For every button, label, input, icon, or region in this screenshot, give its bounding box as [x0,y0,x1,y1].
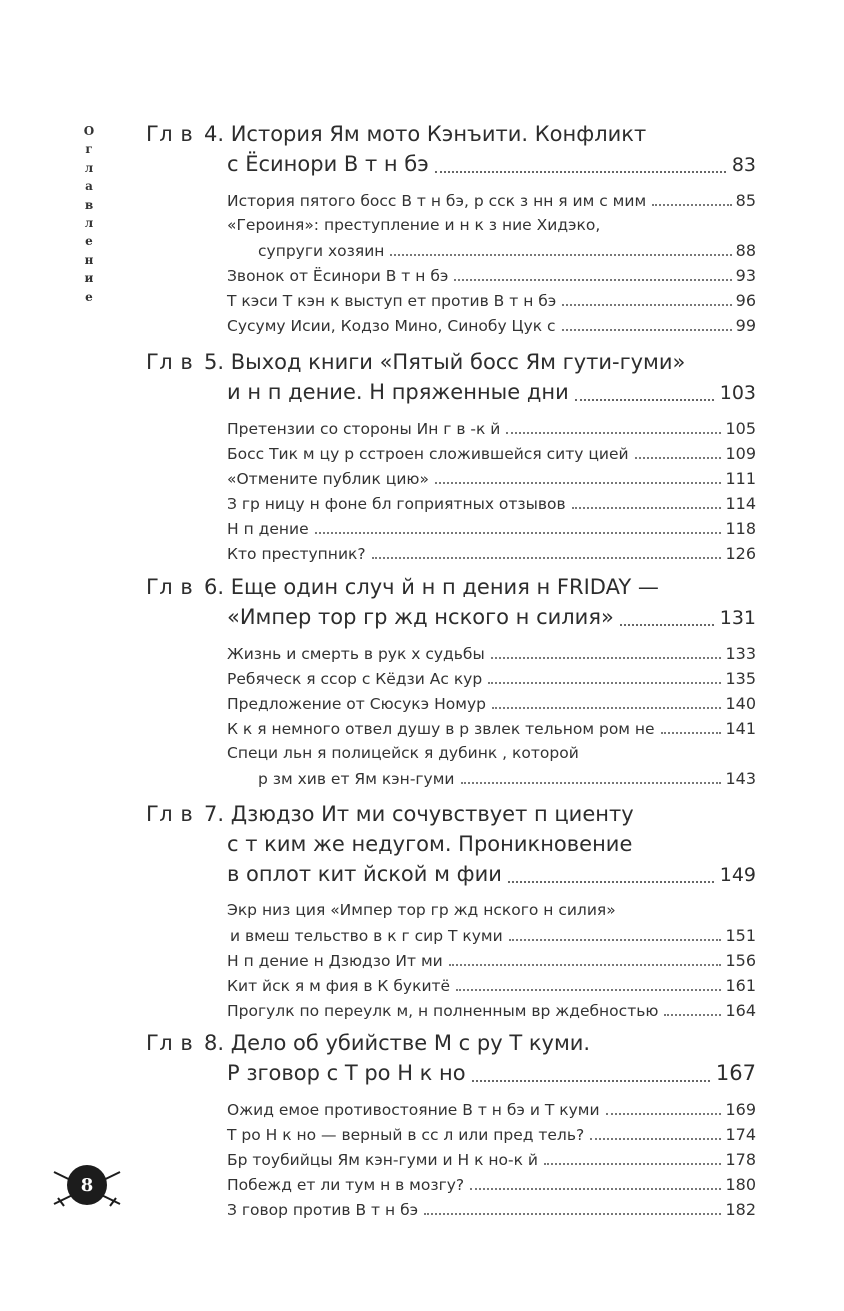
dot-leader [652,204,731,206]
chapter-4 [146,119,756,338]
section-page-number: 105 [725,419,756,438]
section-page-number: 164 [725,1001,756,1020]
section-title: «Героиня»: преступление и н к з ние Хидэко, [227,216,601,234]
chapter-page-number: 131 [719,607,756,629]
chapter-title-line: с Ёсинори В т н бэ [227,152,429,176]
section-page-number: 88 [735,241,756,260]
chapter-heading-line[interactable] [146,347,756,377]
sidebar-letter: в [84,197,94,212]
section-page-number: 169 [725,1100,756,1119]
section-entry[interactable] [146,263,756,288]
chapter-6 [146,572,756,791]
chapter-title-line: в оплот кит йской м фии [227,862,502,886]
section-title: З гр ницу н фоне бл гоприятных отзывов [227,495,566,513]
page-number-badge [67,1165,107,1205]
chapter-title-line: 8. Дело об убийстве М с ру Т куми. [204,1031,591,1055]
section-title: Кит йск я м фия в К букитё [227,977,451,995]
dot-leader [606,1113,722,1115]
section-title: Т ро Н к но — верный в сс л или пред тель? [227,1126,585,1144]
section-entry[interactable] [146,516,756,541]
section-title: р зм хив ет Ям кэн-гуми [258,770,455,788]
section-title: «Отмените публик цию» [227,470,429,488]
sidebar-letter: е [85,289,93,304]
section-entry[interactable] [146,973,756,998]
section-page-number: 96 [735,291,756,310]
section-page-number: 126 [725,544,756,563]
section-page-number: 85 [735,191,756,210]
dot-leader [661,732,722,734]
section-title: Экр низ ция «Импер тор гр жд нского н силия» [227,901,616,919]
dot-leader [575,399,714,401]
sidebar-letter: н [84,252,94,267]
section-entry[interactable] [146,313,756,338]
chapter-heading-line[interactable] [146,859,756,889]
chapter-label: Гл в [146,575,194,599]
section-title: Ожид емое противостояние В т н бэ и Т куми [227,1101,600,1119]
dot-leader [424,1213,721,1215]
sidebar-letter: а [85,179,93,194]
section-entry[interactable] [146,491,756,516]
dot-leader [488,682,721,684]
section-page-number: 114 [725,494,756,513]
section-entry[interactable] [146,716,756,741]
section-entry[interactable] [146,466,756,491]
dot-leader [315,532,722,534]
section-page-number: 99 [735,316,756,335]
chapter-label: Гл в [146,350,194,374]
section-page-number: 93 [735,266,756,285]
sidebar-letter: О [83,124,95,138]
dot-leader [590,1138,721,1140]
section-list [146,898,756,1023]
section-entry[interactable] [146,898,756,923]
section-title: Сусуму Исии, Кодзо Мино, Синобу Цук с [227,317,556,335]
chapter-title-line: с т ким же недугом. Проникновение [227,832,633,856]
sidebar-letter: е [85,234,93,249]
chapter-heading-line[interactable] [146,799,756,829]
sidebar-letter: л [84,160,94,175]
chapter-label: Гл в [146,1031,194,1055]
dot-leader [572,507,722,509]
dot-leader [506,432,721,434]
section-title: Ребяческ я ссор с Кёдзи Ас кур [227,670,483,688]
section-page-number: 143 [725,769,756,788]
dot-leader [456,989,721,991]
chapter-label: Гл в [146,802,194,826]
section-page-number: 109 [725,444,756,463]
section-page-number: 135 [725,669,756,688]
chapter-8 [146,1028,756,1222]
section-entry[interactable] [146,741,756,766]
chapter-heading-line[interactable] [146,829,756,859]
dot-leader [472,1080,710,1082]
section-list [146,1097,756,1222]
chapter-label: Гл в [146,122,194,146]
chapter-heading-line[interactable] [146,119,756,149]
dot-leader [509,939,722,941]
section-entry[interactable] [146,188,756,213]
section-page-number: 141 [725,719,756,738]
section-page-number: 140 [725,694,756,713]
section-page-number: 118 [725,519,756,538]
dot-leader [390,254,731,256]
section-title: З говор против В т н бэ [227,1201,419,1219]
chapter-5 [146,347,756,566]
section-page-number: 151 [725,926,756,945]
dot-leader [454,279,731,281]
section-entry-continuation[interactable] [146,766,756,791]
dot-leader [449,964,722,966]
section-list [146,641,756,791]
section-list [146,416,756,566]
sidebar-letter: л [84,216,94,231]
dot-leader [435,171,726,173]
section-entry[interactable] [146,691,756,716]
section-entry[interactable] [146,666,756,691]
chapter-page-number: 103 [719,382,756,404]
chapter-page-number: 149 [719,864,756,886]
chapter-heading-line[interactable] [146,572,756,602]
section-title: Кто преступник? [227,545,366,563]
page-number: 8 [80,1174,94,1196]
chapter-heading-line[interactable] [146,602,756,632]
section-entry-continuation[interactable] [146,238,756,263]
section-title: Побежд ет ли тум н в мозгу? [227,1176,465,1194]
section-page-number: 111 [725,469,756,488]
section-page-number: 161 [725,976,756,995]
section-title: Бр тоубийцы Ям кэн-гуми и Н к но-к й [227,1151,538,1169]
dot-leader [562,329,732,331]
chapter-7 [146,799,756,1023]
section-page-number: 133 [725,644,756,663]
section-title: Звонок от Ёсинори В т н бэ [227,267,449,285]
section-title: Н п дение н Дзюдзо Ит ми [227,952,443,970]
section-entry[interactable] [146,1122,756,1147]
section-entry[interactable] [146,1147,756,1172]
dot-leader [435,482,722,484]
chapter-heading-line[interactable] [146,149,756,179]
section-title: и вмеш тельство в к г сир Т куми [230,927,503,945]
section-sidebar [78,122,100,306]
section-title: Босс Тик м цу р сстроен сложившейся ситу цией [227,445,629,463]
chapter-heading-line[interactable] [146,1058,756,1088]
dot-leader [664,1014,721,1016]
section-entry[interactable] [146,1172,756,1197]
section-entry[interactable] [146,641,756,666]
dot-leader [635,457,722,459]
section-page-number: 174 [725,1125,756,1144]
section-page-number: 156 [725,951,756,970]
chapter-title-line: и н п дение. Н пряженные дни [227,380,569,404]
chapter-title-line: 5. Выход книги «Пятый босс Ям гути-гуми» [204,350,686,374]
section-title: Прогулк по переулк м, н полненным вр ждебностью [227,1002,659,1020]
chapter-title-line: 7. Дзюдзо Ит ми сочувствует п циенту [204,802,634,826]
dot-leader [491,657,722,659]
section-list [146,188,756,338]
section-title: Н п дение [227,520,309,538]
sidebar-letter: и [84,271,94,286]
section-title: Т кэси Т кэн к выступ ет против В т н бэ [227,292,557,310]
chapter-heading-line[interactable] [146,1028,756,1058]
chapter-page-number: 83 [731,154,756,176]
section-entry[interactable] [146,998,756,1023]
section-entry[interactable] [146,416,756,441]
section-title: К к я немного отвел душу в р звлек тельном ром не [227,720,655,738]
chapter-title-line: 4. История Ям мото Кэнъити. Конфликт [204,122,647,146]
section-title: Жизнь и смерть в рук х судьбы [227,645,485,663]
chapter-heading-line[interactable] [146,377,756,407]
section-entry[interactable] [146,1197,756,1222]
section-entry[interactable] [146,541,756,566]
section-title: История пятого босс В т н бэ, р сск з нн я им с мим [227,192,647,210]
section-entry[interactable] [146,288,756,313]
section-title: Специ льн я полицейск я дубинк , которой [227,744,579,762]
dot-leader [620,624,714,626]
dot-leader [461,782,722,784]
section-title: Предложение от Сюсукэ Номур [227,695,486,713]
dot-leader [562,304,731,306]
section-title: Претензии со стороны Ин г в -к й [227,420,501,438]
chapter-title-line: Р зговор с Т ро Н к но [227,1061,466,1085]
dot-leader [508,881,714,883]
chapter-title-line: 6. Еще один случ й н п дения н FRIDAY — [204,575,659,599]
dot-leader [470,1188,721,1190]
section-page-number: 178 [725,1150,756,1169]
dot-leader [372,557,722,559]
dot-leader [544,1163,722,1165]
section-title: супруги хозяин [258,242,385,260]
section-entry[interactable] [146,441,756,466]
section-entry-continuation[interactable] [146,923,756,948]
dot-leader [492,707,722,709]
sidebar-letter: г [85,142,93,157]
chapter-title-line: «Импер тор гр жд нского н силия» [227,605,614,629]
section-page-number: 180 [725,1175,756,1194]
section-entry[interactable] [146,1097,756,1122]
section-entry[interactable] [146,948,756,973]
section-entry[interactable] [146,213,756,238]
chapter-page-number: 167 [715,1061,756,1085]
section-page-number: 182 [725,1200,756,1219]
